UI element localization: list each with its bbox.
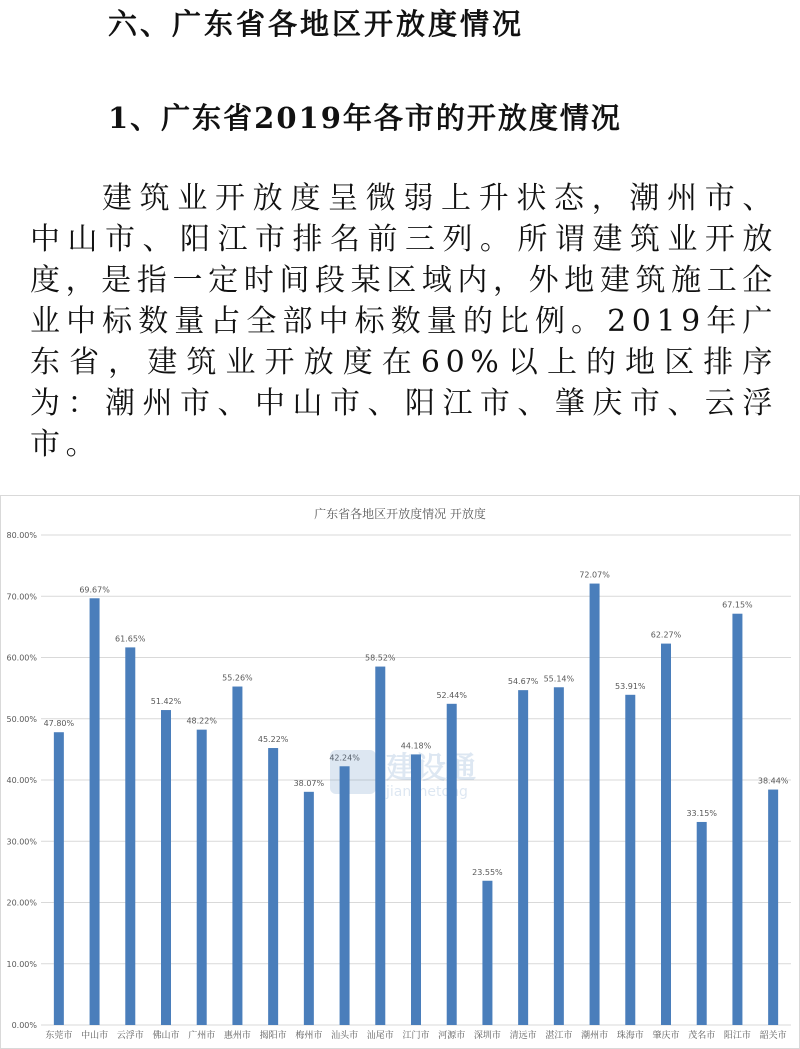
x-tick-label: 东莞市	[45, 1031, 73, 1041]
data-label: 38.44%	[757, 776, 789, 786]
bar	[625, 695, 635, 1025]
chart-title: 广东省各地区开放度情况 开放度	[314, 507, 486, 521]
data-label: 33.15%	[686, 808, 717, 818]
bar	[661, 644, 671, 1025]
bar-series	[44, 571, 789, 1025]
data-label: 53.91%	[615, 681, 646, 691]
data-label: 23.55%	[472, 867, 503, 877]
x-tick-label: 佛山市	[152, 1031, 180, 1041]
x-tick-label: 广州市	[188, 1031, 216, 1041]
y-axis	[6, 531, 37, 1030]
x-tick-label: 湛江市	[545, 1031, 573, 1041]
data-label: 72.07%	[579, 570, 610, 580]
data-label: 44.18%	[400, 741, 432, 751]
data-label: 45.22%	[257, 735, 289, 745]
open-degree-chart	[0, 495, 800, 1049]
body-paragraph: 建筑业开放度呈微弱上升状态，潮州市、中山市、阳江市排名前三列。所谓建筑业开放度，是指一定时间段某区域内，外地建筑施工企业中标数量占全部中标数量的比例。2019年广东省，建筑业开放度在60%以上的地区排序为：潮州市、中山市、阳江市、肇庆市、云浮市。	[30, 181, 778, 462]
data-label: 58.52%	[365, 653, 396, 663]
bar	[304, 792, 314, 1025]
x-tick-label: 梅州市	[295, 1031, 323, 1041]
bar	[375, 667, 385, 1025]
bar	[447, 704, 457, 1025]
data-label: 69.67%	[79, 585, 110, 595]
y-tick-label: 80.00%	[6, 531, 37, 540]
y-tick-label: 70.00%	[6, 592, 37, 602]
y-tick-label: 20.00%	[6, 898, 37, 908]
x-tick-label: 肇庆市	[652, 1031, 680, 1041]
data-label: 52.44%	[436, 690, 467, 700]
data-label: 62.27%	[650, 630, 682, 640]
bar	[518, 690, 528, 1025]
bar	[732, 614, 742, 1025]
data-label: 54.67%	[507, 677, 539, 687]
bar	[197, 730, 207, 1025]
bar	[125, 647, 135, 1025]
x-tick-label: 云浮市	[116, 1031, 144, 1041]
x-tick-label: 潮州市	[581, 1031, 609, 1041]
bar	[768, 790, 778, 1025]
data-label: 61.65%	[115, 634, 146, 644]
data-label: 55.14%	[543, 674, 575, 684]
x-tick-label: 阳江市	[723, 1031, 751, 1041]
x-axis	[45, 1029, 786, 1041]
x-tick-label: 揭阳市	[259, 1031, 287, 1041]
x-tick-label: 茂名市	[688, 1031, 716, 1041]
section-heading: 六、广东省各地区开放度情况	[108, 7, 525, 41]
data-label: 67.15%	[722, 600, 753, 610]
bar	[554, 687, 564, 1025]
bar	[232, 687, 242, 1025]
y-tick-label: 0.00%	[11, 1021, 37, 1030]
bar	[54, 732, 64, 1025]
y-tick-label: 30.00%	[6, 837, 37, 847]
bar	[590, 584, 600, 1025]
x-tick-label: 深圳市	[473, 1031, 501, 1041]
x-tick-label: 河源市	[438, 1031, 466, 1041]
x-tick-label: 江门市	[402, 1031, 430, 1041]
data-label: 42.24%	[329, 753, 360, 763]
x-tick-label: 珠海市	[616, 1031, 644, 1041]
bar	[90, 598, 100, 1025]
bar	[268, 748, 278, 1025]
x-tick-label: 清远市	[509, 1031, 537, 1041]
chart-svg	[1, 496, 799, 1048]
x-tick-label: 汕头市	[331, 1031, 359, 1041]
x-tick-label: 惠州市	[223, 1031, 251, 1041]
data-label: 38.07%	[293, 778, 325, 788]
x-tick-label: 汕尾市	[366, 1031, 394, 1041]
bar	[161, 710, 171, 1025]
data-label: 51.42%	[150, 697, 182, 707]
y-tick-label: 60.00%	[6, 653, 37, 663]
data-label: 47.80%	[43, 719, 75, 729]
y-tick-label: 10.00%	[6, 959, 37, 969]
bar	[697, 822, 707, 1025]
x-tick-label: 韶关市	[759, 1031, 787, 1041]
y-tick-label: 50.00%	[6, 714, 37, 724]
x-tick-label: 中山市	[81, 1031, 109, 1041]
subsection-heading: 1、广东省2019年各市的开放度情况	[108, 101, 622, 135]
data-label: 48.22%	[186, 716, 217, 726]
data-label: 55.26%	[222, 673, 253, 683]
bar	[340, 766, 350, 1025]
bar	[411, 754, 421, 1025]
y-tick-label: 40.00%	[6, 776, 37, 785]
bar	[482, 881, 492, 1025]
